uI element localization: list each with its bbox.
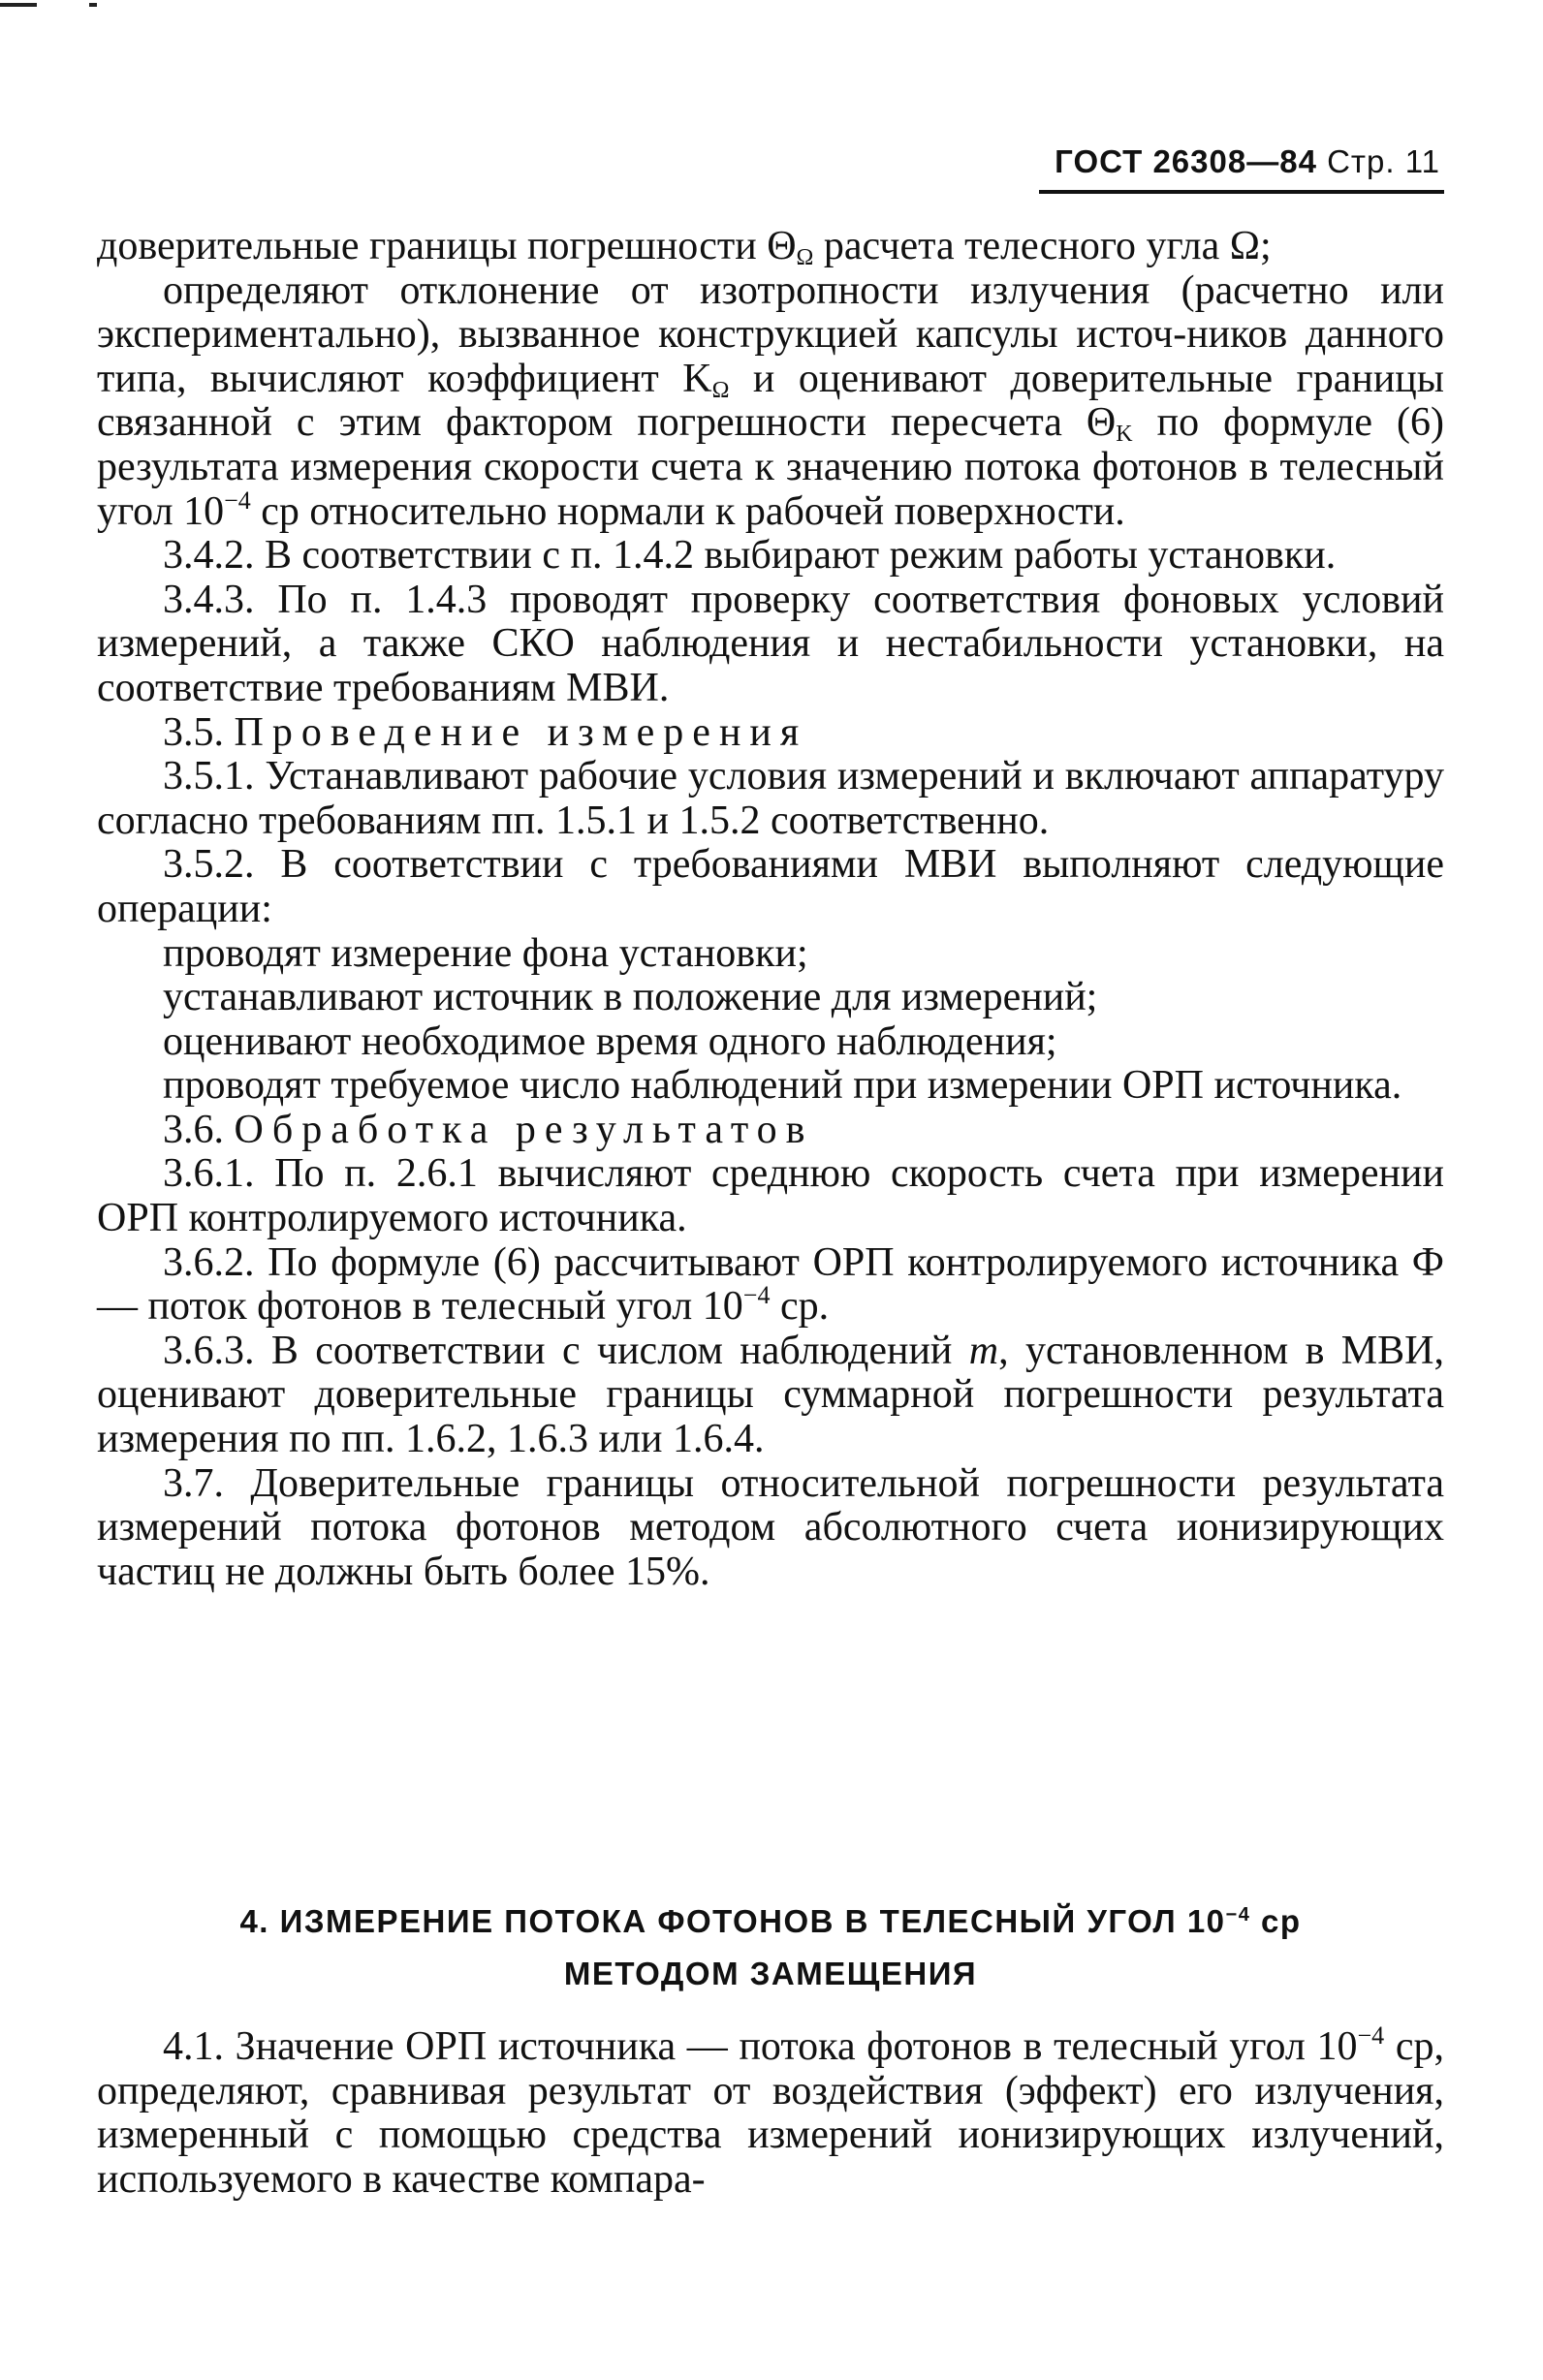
paragraph-3-5-1: 3.5.1. Устанавливают рабочие условия измерений и включают аппаратуру согласно требованиям пп. 1.5.1 и 1.5.2 соответственно.	[97, 754, 1444, 843]
paragraph-3-6-2: 3.6.2. По формуле (6) рассчитывают ОРП контролируемого источника Ф — поток фотонов в телесный угол $10^{-4}$ ср.	[97, 1239, 1444, 1330]
standard-number: ГОСТ 26308—84	[1055, 143, 1317, 179]
section-4-text	[97, 2021, 1444, 2202]
list-item: проводят измерение фона установки;	[163, 930, 808, 976]
main-text	[97, 225, 1444, 1594]
paragraph: определяют отклонение от изотропности излучения (расчетно или экспериментально), вызванное конструкцией капсулы источ-ников данного типа, вычисляют коэффициент $K_\Omega$ и оценивают доверительные границы связанной с этим фактором погрешности пересчета $\Theta_K$ по формуле (6) результата измерения скорости счета к значению потока фотонов в телесный угол $10^{-4}$ ср относительно нормали к рабочей поверхности.	[97, 267, 1444, 534]
page-header	[1055, 143, 1440, 180]
section-heading-line: МЕТОДОМ ЗАМЕЩЕНИЯ	[563, 1956, 978, 1991]
paragraph-3-4-2: 3.4.2. В соответствии с п. 1.4.2 выбирают режим работы установки.	[163, 533, 1337, 579]
paragraph-3-6-3: 3.6.3. В соответствии с числом наблюдений m, установленном в МВИ, оценивают доверительные границы суммарной погрешности результата измерения по пп. 1.6.2, 1.6.3 или 1.6.4.	[97, 1328, 1444, 1462]
list-item: проводят требуемое число наблюдений при измерении ОРП источника.	[163, 1063, 1402, 1109]
paragraph-3-7: 3.7. Доверительные границы относительной погрешности результата измерений потока фотонов методом абсолютного счета ионизирующих частиц не должны быть более 15%.	[97, 1460, 1444, 1594]
subsection-heading-3-5: 3.5. Проведение измерения	[163, 709, 808, 755]
list-item: оценивают необходимое время одного наблюдения;	[163, 1018, 1057, 1064]
subsection-heading-3-6: 3.6. Обработка результатов	[163, 1107, 814, 1152]
list-item: устанавливают источник в положение для измерений;	[163, 975, 1098, 1020]
page-number: Стр. 11	[1327, 143, 1440, 179]
paragraph-3-6-1: 3.6.1. По п. 2.6.1 вычисляют среднюю скорость счета при измерении ОРП контролируемого источника.	[97, 1151, 1444, 1241]
paragraph-3-4-3: 3.4.3. По п. 1.4.3 проводят проверку соответствия фоновых условий измерений, а также СКО наблюдения и нестабильности установки, на соответствие требованиям МВИ.	[97, 577, 1444, 710]
paragraph-4-1: 4.1. Значение ОРП источника — потока фотонов в телесный угол $10^{-4}$ ср, определяют, сравнивая результат от воздействия (эффект) его излучения, измеренный с помощью средства измерений ионизирующих излучений, используемого в качестве компара-	[97, 2021, 1444, 2202]
section-4-heading	[97, 1895, 1444, 2000]
section-heading-line: 4. ИЗМЕРЕНИЕ ПОТОКА ФОТОНОВ В ТЕЛЕСНЫЙ УГОЛ $10^{-4}$ ср	[239, 1903, 1302, 1939]
paragraph-3-5-2: 3.5.2. В соответствии с требованиями МВИ выполняют следующие операции:	[97, 842, 1444, 931]
scan-mark	[0, 0, 116, 10]
paragraph: доверительные границы погрешности $\Theta_\Omega$ расчета телесного угла Ω;	[97, 224, 1272, 270]
header-divider	[1039, 190, 1444, 194]
